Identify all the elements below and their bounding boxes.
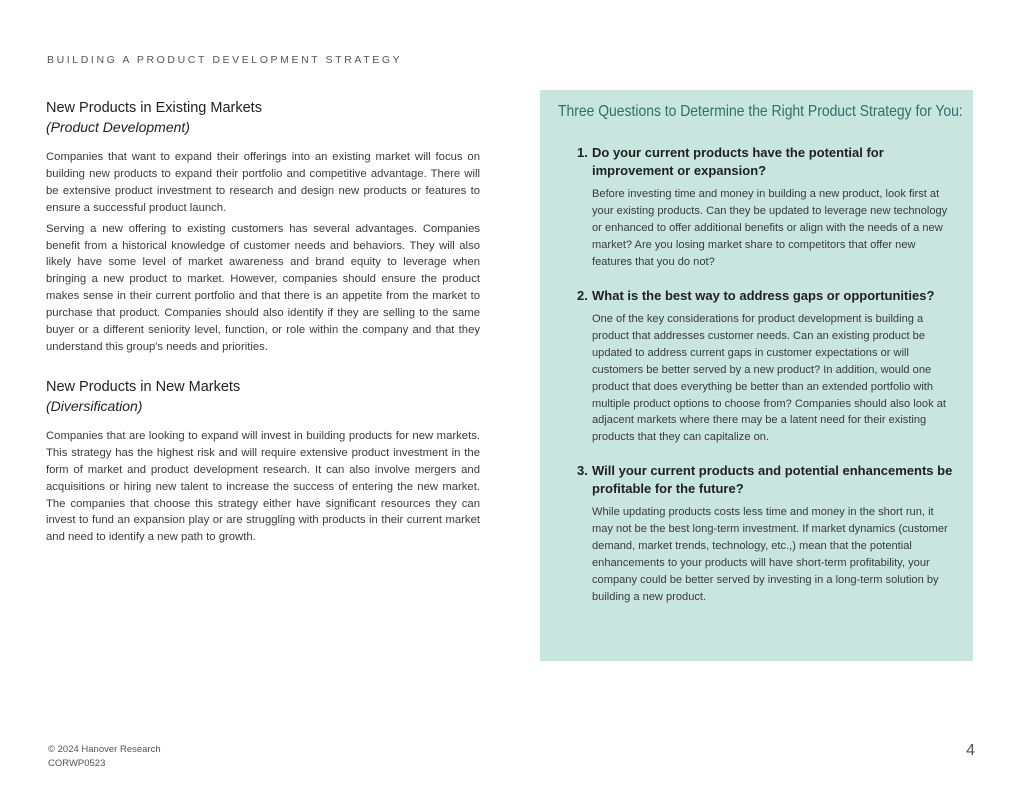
section-subtitle: (Diversification) [46, 397, 143, 414]
callout-title: Three Questions to Determine the Right Product Strategy for You: [558, 103, 963, 120]
question-number: 3. [577, 463, 588, 479]
question-item [558, 287, 957, 447]
left-column [46, 99, 480, 550]
questions-callout-box [540, 90, 973, 661]
question-text: One of the key considerations for product development is building a product that addresses customer needs. Can an existing product be updated to address current gaps in customer expectations or will customers be better served by a new product? In addition, would one product that does everything be better than an extended portfolio with multiple product options to choose from? Companies should also look at adjacent markets where there may be a latent need for their existing products that they can capitalize on. [592, 313, 946, 444]
section-title: New Products in New Markets [46, 378, 241, 395]
footer [48, 743, 161, 771]
paragraph: Serving a new offering to existing customers has several advantages. Companies benefit from a historical knowledge of customer needs and behaviors. They will also likely have some level of market awareness and brand equity to leverage when bringing a new product to market. However, companies should ensure the product makes sense in their current portfolio and that there is an appetite from the market to purchase that product. Companies should also identify if they are selling to the same buyer or a different seniority level, function, or role within the company and that they understand this group's needs and priorities. [46, 222, 480, 353]
section-new-markets [46, 378, 480, 546]
question-item [558, 144, 957, 271]
section-existing-markets [46, 99, 480, 356]
question-title: What is the best way to address gaps or opportunities? [592, 287, 935, 303]
question-number: 2. [577, 287, 588, 303]
running-header: BUILDING A PRODUCT DEVELOPMENT STRATEGY [47, 54, 403, 66]
question-title: Do your current products have the potential for improvement or expansion? [592, 145, 884, 178]
question-text: While updating products costs less time and money in the short run, it may not be the best long-term investment. If market dynamics (customer demand, market trends, technology, etc.,) mean that the potential enhancements to your products will have short-term profitability, your company could be better served by investing in a long-term solution by building a new product. [592, 506, 948, 603]
copyright-text: © 2024 Hanover Research [48, 744, 161, 755]
document-code: CORWP0523 [48, 758, 106, 769]
question-number: 1. [577, 145, 588, 160]
paragraph: Companies that are looking to expand will invest in building products for new markets. This strategy has the highest risk and will require extensive product investment in the form of market and product development research. It can also involve mergers and acquisitions or hiring new talent to increase the success of entering the new market. The companies that choose this strategy either have significant resources they can invest to fund an expansion play or are struggling with products in their current market and need to identify a new path to growth. [46, 429, 480, 544]
question-title: Will your current products and potential enhancements be profitable for the future? [592, 463, 953, 496]
question-text: Before investing time and money in building a new product, look first at your existing products. Can they be updated to leverage new technology or enhanced to offer additional benefits or align with the needs of a new market? Are you losing market share to competitors that offer new features that you do not? [592, 188, 948, 268]
paragraph: Companies that want to expand their offerings into an existing market will focus on building new products to expand their portfolio and competitive advantage. There will be extensive product investment to research and design new products or features to ensure a successful product launch. [46, 151, 480, 214]
question-item [558, 462, 957, 605]
section-subtitle: (Product Development) [46, 119, 190, 135]
section-title: New Products in Existing Markets [46, 100, 262, 116]
page-number: 4 [966, 742, 975, 759]
